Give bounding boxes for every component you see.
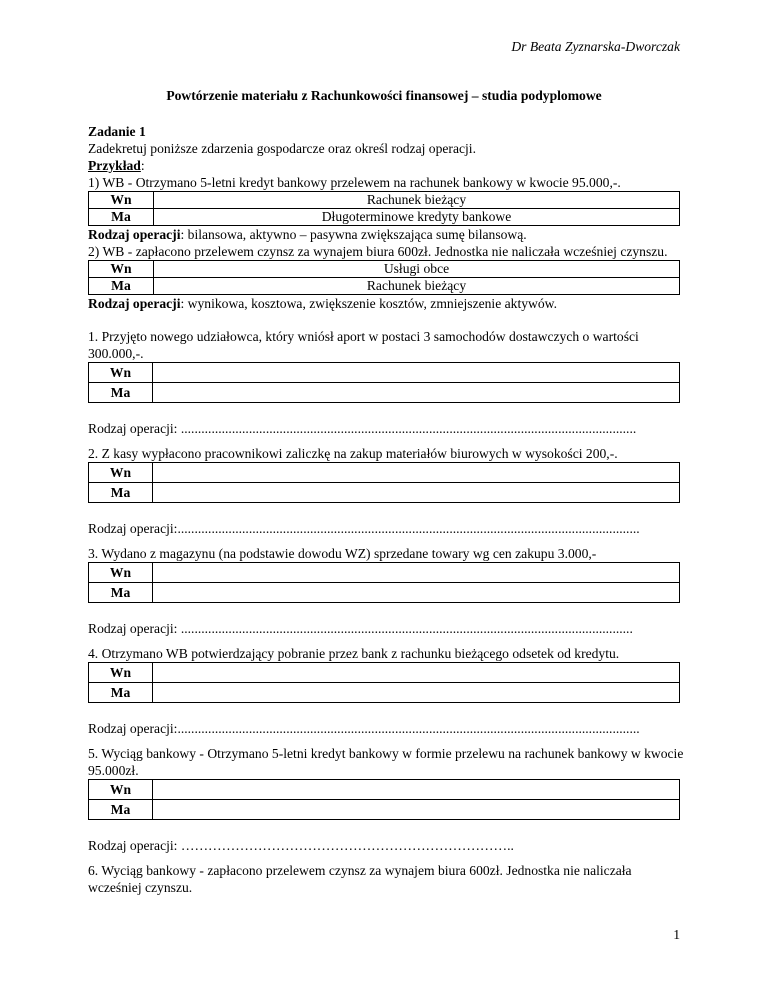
author-header: Dr Beata Zyznarska-Dworczak [511,39,680,54]
ma-label: Ma [89,583,153,603]
ma-label: Ma [89,483,153,503]
table-row [89,363,680,383]
operation-label: Rodzaj operacji [88,227,181,242]
table-row [89,278,680,295]
example-1-text: 1) WB - Otrzymano 5-letni kredyt bankowy przelewem na rachunek bankowy w kwocie 95.000,-. [88,175,621,190]
item-5-operation: Rodzaj operacji: ……………………………………………………………….. [88,838,514,853]
ma-answer-cell[interactable] [153,483,680,503]
task-instruction: Zadekretuj poniższe zdarzenia gospodarcze oraz określ rodzaj operacji. [88,141,476,156]
ma-value: Rachunek bieżący [154,278,680,295]
operation-value: : wynikowa, kosztowa, zwiększenie kosztów, zmniejszenie aktywów. [180,296,557,311]
table-row [89,683,680,703]
operation-value: : bilansowa, aktywno – pasywna zwiększająca sumę bilansową. [180,227,527,242]
wn-label: Wn [89,363,153,383]
wn-label: Wn [89,192,154,209]
wn-value: Usługi obce [154,261,680,278]
example-label: Przykład [88,158,141,173]
wn-answer-cell[interactable] [153,363,680,383]
item-4-text: 4. Otrzymano WB potwierdzający pobranie przez bank z rachunku bieżącego odsetek od kredytu. [88,646,620,661]
wn-answer-cell[interactable] [153,563,680,583]
table-row [89,663,680,683]
ma-answer-cell[interactable] [153,383,680,403]
wn-label: Wn [89,463,153,483]
ma-value: Długoterminowe kredyty bankowe [154,209,680,226]
item-1-table [88,362,680,403]
item-5-text: 5. Wyciąg bankowy - Otrzymano 5-letni kredyt bankowy w formie przelewu na rachunek bankowy w kwocie 95.000zł. [88,746,684,778]
page-number: 1 [673,927,680,942]
item-3-operation: Rodzaj operacji: ..................................................................................................................................... [88,621,633,636]
example-2-operation [88,295,686,312]
table-row [89,483,680,503]
table-row [89,383,680,403]
example-1-table [88,191,680,226]
ma-answer-cell[interactable] [153,583,680,603]
table-row [89,780,680,800]
table-row [89,261,680,278]
wn-label: Wn [89,563,153,583]
wn-label: Wn [89,780,153,800]
item-3-table [88,562,680,603]
ma-label: Ma [89,683,153,703]
item-5-table [88,779,680,820]
ma-label: Ma [89,383,153,403]
table-row [89,583,680,603]
document-title: Powtórzenie materiału z Rachunkowości finansowej – studia podyplomowe [166,88,602,103]
table-row [89,563,680,583]
item-4-operation: Rodzaj operacji:........................................................................................................................................ [88,721,640,736]
item-1-operation: Rodzaj operacji: ...................................................................................................................................... [88,421,637,436]
item-2-table [88,462,680,503]
item-3-text: 3. Wydano z magazynu (na podstawie dowodu WZ) sprzedane towary wg cen zakupu 3.000,- [88,546,597,561]
operation-label: Rodzaj operacji [88,296,181,311]
example-2-text: 2) WB - zapłacono przelewem czynsz za wynajem biura 600zł. Jednostka nie naliczała wcześniej czynszu. [88,244,668,259]
item-1-text: 1. Przyjęto nowego udziałowca, który wniósł aport w postaci 3 samochodów dostawczych o wartości 300.000,-. [88,329,639,361]
example-1-operation [88,226,686,243]
ma-label: Ma [89,278,154,295]
wn-answer-cell[interactable] [153,780,680,800]
item-6-text: 6. Wyciąg bankowy - zapłacono przelewem czynsz za wynajem biura 600zł. Jednostka nie naliczała wcześniej czynszu. [88,863,632,895]
ma-label: Ma [89,209,154,226]
wn-answer-cell[interactable] [153,663,680,683]
wn-answer-cell[interactable] [153,463,680,483]
table-row [89,209,680,226]
ma-answer-cell[interactable] [153,800,680,820]
ma-answer-cell[interactable] [153,683,680,703]
wn-label: Wn [89,663,153,683]
item-2-text: 2. Z kasy wypłacono pracownikowi zaliczkę na zakup materiałów biurowych w wysokości 200,-. [88,446,618,461]
task-heading: Zadanie 1 [88,124,146,139]
example-2-table [88,260,680,295]
wn-label: Wn [89,261,154,278]
table-row [89,800,680,820]
table-row [89,192,680,209]
item-2-operation: Rodzaj operacji:........................................................................................................................................ [88,521,640,536]
wn-value: Rachunek bieżący [154,192,680,209]
content [88,123,686,896]
ma-label: Ma [89,800,153,820]
table-row [89,463,680,483]
example-heading: Przykład: [88,158,145,173]
item-4-table [88,662,680,703]
